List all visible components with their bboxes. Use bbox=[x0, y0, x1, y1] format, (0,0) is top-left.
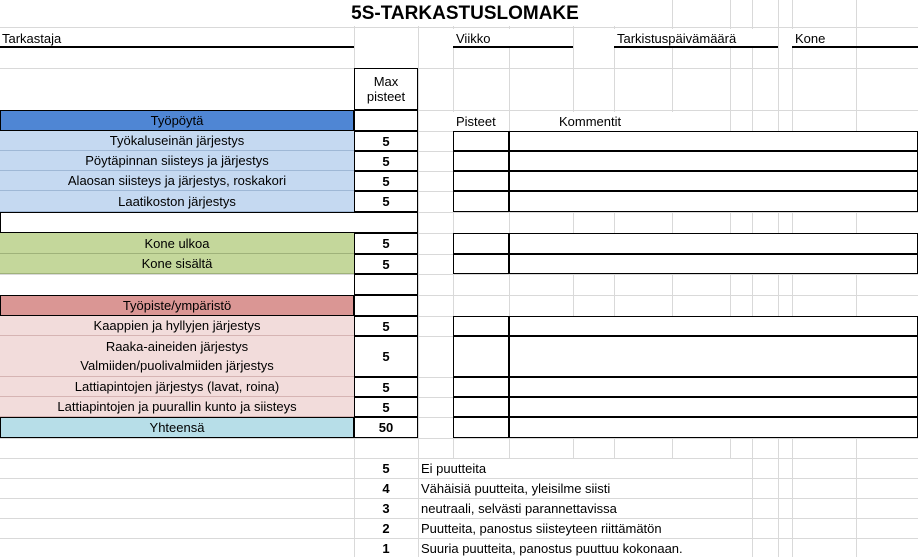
points-input[interactable] bbox=[453, 191, 509, 212]
section-separator bbox=[0, 212, 418, 233]
criterion-max-score: 5 bbox=[354, 233, 418, 254]
criterion-row: Kone ulkoa bbox=[0, 233, 354, 254]
section-heading-desk: Työpöytä bbox=[0, 110, 354, 131]
criterion-row: Työkaluseinän järjestys bbox=[0, 131, 354, 151]
criterion-label-line2: Valmiiden/puolivalmiiden järjestys bbox=[80, 358, 274, 373]
points-input[interactable] bbox=[453, 254, 509, 274]
total-label: Yhteensä bbox=[0, 417, 354, 438]
comment-input[interactable] bbox=[509, 316, 918, 336]
gridline bbox=[778, 0, 779, 557]
comment-input[interactable] bbox=[509, 397, 918, 417]
points-input[interactable] bbox=[453, 397, 509, 417]
points-total-input[interactable] bbox=[453, 417, 509, 438]
comment-input[interactable] bbox=[509, 377, 918, 397]
legend-score: 1 bbox=[355, 539, 417, 557]
legend-text: Vähäisiä puutteita, yleisilme siisti bbox=[419, 479, 749, 498]
criterion-label-line1: Raaka-aineiden järjestys bbox=[105, 339, 249, 354]
criterion-max-score: 5 bbox=[354, 131, 418, 151]
criterion-row: Pöytäpinnan siisteys ja järjestys bbox=[0, 151, 354, 171]
criterion-max-score: 5 bbox=[354, 316, 418, 336]
gridline bbox=[0, 274, 918, 275]
criterion-max-score: 5 bbox=[354, 397, 418, 417]
legend-score: 5 bbox=[355, 459, 417, 478]
legend-score: 4 bbox=[355, 479, 417, 498]
gridline bbox=[0, 438, 918, 439]
points-input[interactable] bbox=[453, 171, 509, 191]
section-heading-workspace: Työpiste/ympäristö bbox=[0, 295, 354, 316]
gridline bbox=[0, 27, 918, 28]
comment-input[interactable] bbox=[509, 191, 918, 212]
criterion-row bbox=[0, 336, 354, 377]
machine-underline bbox=[792, 46, 918, 48]
criterion-row: Lattiapintojen järjestys (lavat, roina) bbox=[0, 377, 354, 397]
legend-score: 3 bbox=[355, 499, 417, 518]
gridline bbox=[792, 0, 793, 557]
points-input[interactable] bbox=[453, 131, 509, 151]
inspector-label: Tarkastaja bbox=[0, 29, 354, 47]
criterion-row: Laatikoston järjestys bbox=[0, 191, 354, 212]
comments-column-header: Kommentit bbox=[556, 112, 676, 131]
legend-score: 2 bbox=[355, 519, 417, 538]
total-value: 50 bbox=[354, 417, 418, 438]
max-points-header-line1: Max bbox=[373, 74, 399, 89]
gridline bbox=[752, 0, 753, 557]
criterion-row: Kaappien ja hyllyjen järjestys bbox=[0, 316, 354, 336]
section-heading-workspace-max bbox=[354, 295, 418, 316]
date-label: Tarkistuspäivämäärä bbox=[614, 29, 776, 47]
criterion-row: Kone sisältä bbox=[0, 254, 354, 274]
gridline bbox=[0, 68, 918, 69]
comment-input[interactable] bbox=[509, 233, 918, 254]
max-points-header bbox=[354, 68, 418, 110]
criterion-max-score: 5 bbox=[354, 191, 418, 212]
comment-input[interactable] bbox=[509, 254, 918, 274]
points-input[interactable] bbox=[453, 151, 509, 171]
page-title: 5S-TARKASTUSLOMAKE bbox=[300, 0, 630, 26]
criterion-row: Lattiapintojen ja puurallin kunto ja siisteys bbox=[0, 397, 354, 417]
comment-input[interactable] bbox=[509, 171, 918, 191]
comment-total-input[interactable] bbox=[509, 417, 918, 438]
machine-label: Kone bbox=[792, 29, 856, 47]
criterion-max-score: 5 bbox=[354, 171, 418, 191]
legend-text: Puutteita, panostus siisteyteen riittämätön bbox=[419, 519, 749, 538]
max-points-header-line2: pisteet bbox=[366, 89, 406, 104]
gridline bbox=[856, 0, 857, 557]
points-input[interactable] bbox=[453, 377, 509, 397]
week-label: Viikko bbox=[453, 29, 572, 47]
points-input[interactable] bbox=[453, 316, 509, 336]
points-column-header: Pisteet bbox=[453, 112, 508, 131]
section-separator bbox=[354, 274, 418, 295]
criterion-max-score: 5 bbox=[354, 336, 418, 377]
date-underline bbox=[614, 46, 778, 48]
section-heading-desk-max bbox=[354, 110, 418, 131]
comment-input[interactable] bbox=[509, 131, 918, 151]
criterion-max-score: 5 bbox=[354, 377, 418, 397]
week-underline bbox=[453, 46, 573, 48]
legend-text: Ei puutteita bbox=[419, 459, 749, 478]
legend-text: neutraali, selvästi parannettavissa bbox=[419, 499, 749, 518]
points-input[interactable] bbox=[453, 233, 509, 254]
points-input[interactable] bbox=[453, 336, 509, 377]
comment-input[interactable] bbox=[509, 336, 918, 377]
legend-text: Suuria puutteita, panostus puuttuu kokonaan. bbox=[419, 539, 749, 557]
criterion-max-score: 5 bbox=[354, 151, 418, 171]
criterion-row: Alaosan siisteys ja järjestys, roskakori bbox=[0, 171, 354, 191]
comment-input[interactable] bbox=[509, 151, 918, 171]
inspector-underline bbox=[0, 46, 354, 48]
criterion-max-score: 5 bbox=[354, 254, 418, 274]
